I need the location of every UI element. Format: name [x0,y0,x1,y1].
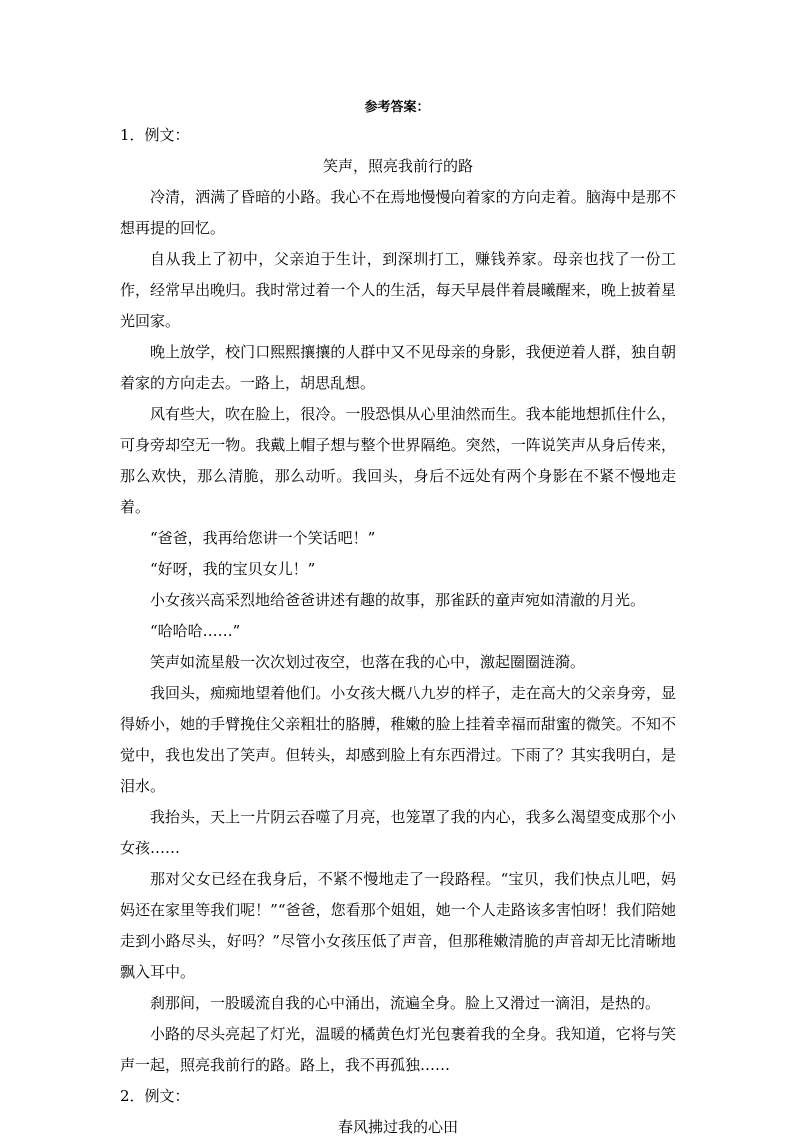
item-label: 2．例文： [120,1087,190,1105]
essay-paragraph: 那对父女已经在我身后，不紧不慢地走了一段路程。“宝贝，我们快点儿吧，妈妈还在家里等我们呢！”“爸爸，您看那个姐姐，她一个人走路该多害怕呀！我们陪她走到小路尽头，好吗？”尽管小女孩压低了声音，但那稚嫩清脆的声音却无比清晰地飘入耳中。 [120,870,676,981]
essay-paragraph: “哈哈哈……” [150,622,241,640]
essay-paragraph: “好呀，我的宝贝女儿！” [150,560,316,578]
item-label: 1．例文： [120,126,190,144]
essay-paragraph: “爸爸，我再给您讲一个笑话吧！” [150,529,376,547]
essay-title: 笑声，照亮我前行的路 [322,157,473,175]
essay-paragraph: 刹那间，一股暖流自我的心中涌出，流遍全身。脸上又滑过一滴泪，是热的。 [150,994,661,1012]
answer-content [120,120,676,1143]
essay-paragraph: 小路的尽头亮起了灯光，温暖的橘黄色灯光包裹着我的全身。我知道，它将与笑声一起，照亮我前行的路。路上，我不再孤独…… [120,1025,676,1074]
essay-paragraph: 冷清，洒满了昏暗的小路。我心不在焉地慢慢向着家的方向走着。脑海中是那不想再提的回忆。 [120,188,676,237]
essay-paragraph: 我抬头，天上一片阴云吞噬了月亮，也笼罩了我的内心，我多么渴望变成那个小女孩…… [120,808,676,857]
essay-title: 春风拂过我的心田 [337,1118,458,1136]
answer-heading: 参考答案： [364,100,430,115]
essay-paragraph: 小女孩兴高采烈地给爸爸讲述有趣的故事，那雀跃的童声宛如清澈的月光。 [150,591,646,609]
essay-paragraph: 晚上放学，校门口熙熙攘攘的人群中又不见母亲的身影，我便逆着人群，独自朝着家的方向走去。一路上，胡思乱想。 [120,343,676,392]
essay-paragraph: 我回头，痴痴地望着他们。小女孩大概八九岁的样子，走在高大的父亲身旁，显得娇小，她的手臂挽住父亲粗壮的胳膊，稚嫩的脸上挂着幸福而甜蜜的微笑。不知不觉中，我也发出了笑声。但转头，却感到脸上有东西滑过。下雨了？其实我明白，是泪水。 [120,684,676,795]
essay-paragraph: 自从我上了初中，父亲迫于生计，到深圳打工，赚钱养家。母亲也找了一份工作，经常早出晚归。我时常过着一个人的生活，每天早晨伴着晨曦醒来，晚上披着星光回家。 [120,250,676,330]
essay-paragraph: 笑声如流星般一次次划过夜空，也落在我的心中，激起圈圈涟漪。 [150,653,586,671]
essay-paragraph: 风有些大，吹在脸上，很冷。一股恐惧从心里油然而生。我本能地想抓住什么，可身旁却空无一物。我戴上帽子想与整个世界隔绝。突然，一阵说笑声从身后传来，那么欢快，那么清脆，那么动听。我回头，身后不远处有两个身影在不紧不慢地走着。 [120,405,676,516]
